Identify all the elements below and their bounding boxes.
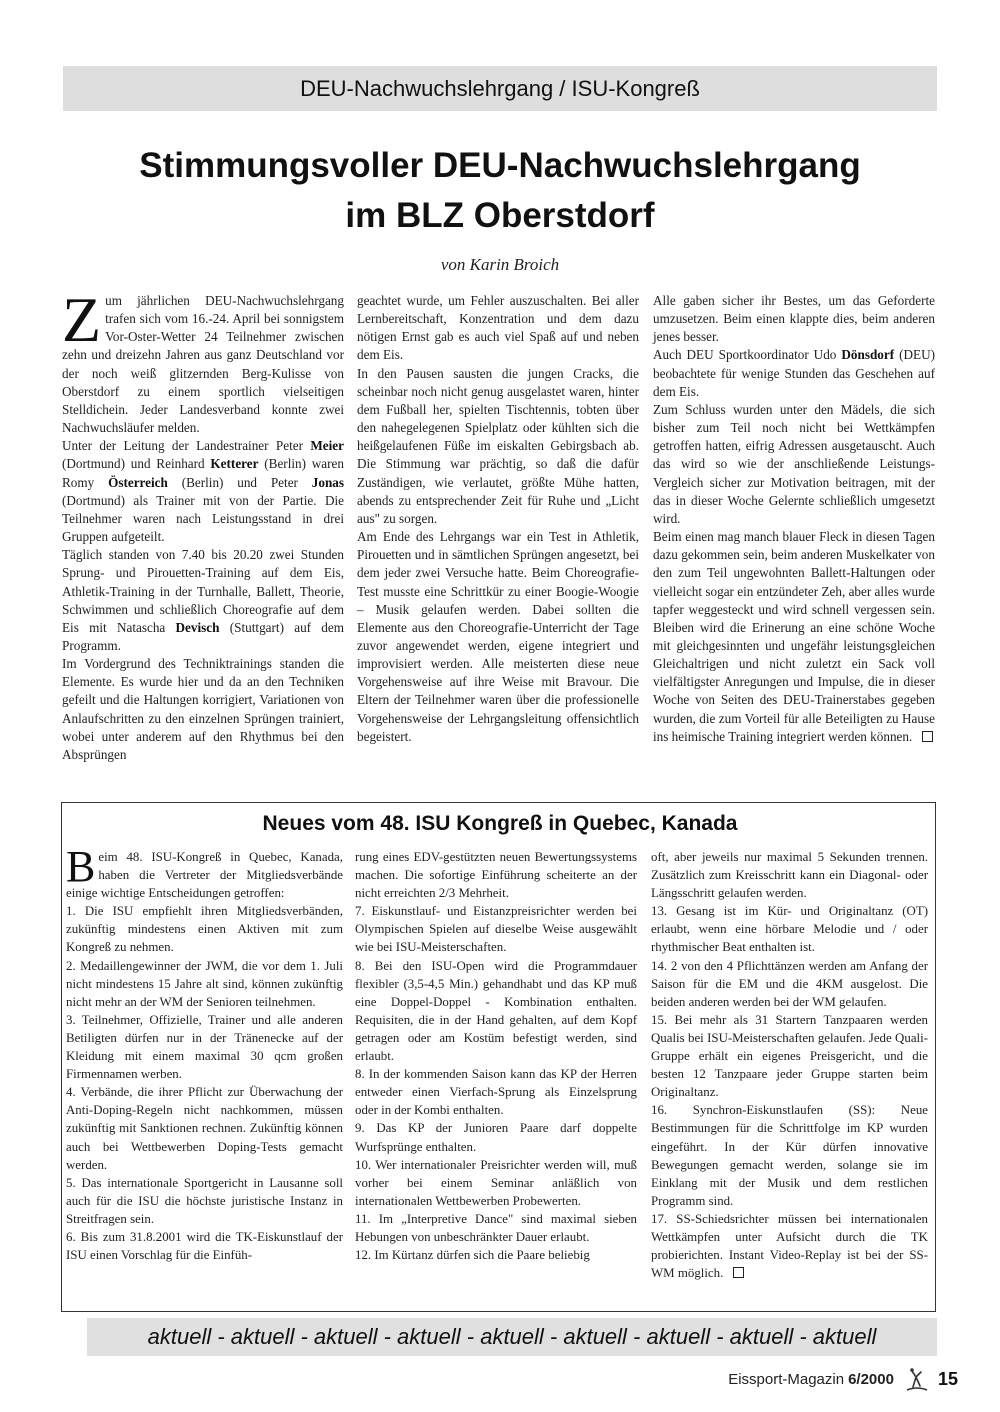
list-item: 11. Im „Interpretive Dance" sind maximal sieben Hebungen von unbeschränkter Dauer erlaubt. bbox=[355, 1211, 637, 1244]
paragraph: Täglich standen von 7.40 bis 20.20 zwei Stunden Sprung- und Pirouetten-Training auf dem Eis, Athletik-Training in der Turnhalle, Ballett, Theorie, Schwimmen und schließlich Choreografie auf dem Eis mit Natascha Devisch (Stuttgart) auf dem Programm. bbox=[62, 547, 345, 653]
list-item: 16. Synchron-Eiskunstlaufen (SS): Neue Bestimmungen für die Schrittfolge im KP wurden eingeführt. In der Kür dürfen innovative Bewegungen gemacht werden, solange sie im Einklang mit der Musik und dem restlichen Programm sind. bbox=[651, 1103, 928, 1208]
paragraph: geachtet wurde, um Fehler auszuschalten. Bei aller Lernbereitschaft, Konzentration und dem dazu nötigen Ernst gab es auch viel Spaß auf und neben dem Eis. bbox=[357, 293, 639, 363]
headline-line-1: Stimmungsvoller DEU-Nachwuchslehrgang bbox=[139, 146, 861, 185]
paragraph: Auch DEU Sportkoordinator Udo Dönsdorf (DEU) beobachtete für wenige Stunden das Geschehen auf dem Eis. bbox=[653, 347, 935, 399]
aktuell-banner bbox=[87, 1318, 937, 1356]
list-item: 7. Eiskunstlauf- und Eistanzpreisrichter werden bei Olympischen Spielen auf dieselbe Weise ausgewählt wie bei ISU-Meisterschaften. bbox=[355, 904, 637, 955]
list-item: 3. Teilnehmer, Offizielle, Trainer und alle anderen Betiligten dürfen nur in der Tränenecke auf der Kleidung mit einem maximal 30 qcm großen Firmennamen werben. bbox=[66, 1012, 343, 1082]
trainer-name: Ketterer bbox=[210, 456, 259, 472]
list-item: 12. Im Kürtanz dürfen sich die Paare beliebig bbox=[355, 1248, 590, 1263]
paragraph: Im Vordergrund des Techniktrainings standen die Elemente. Es wurde hier und da an den Techniken gefeilt und die Haltungen korrigiert, Variationen von Anlaufschritten zu den einzelnen Sprüngen trainiert, wobei unter anderem auf den Rhythmus bei den Absprüngen bbox=[62, 656, 344, 762]
paragraph: Unter der Leitung der Landestrainer Peter Meier (Dortmund) und Reinhard Ketterer (Berlin) waren Romy Österreich (Berlin) und Peter Jonas (Dortmund) als Trainer mit von der Partie. Die Teilnehmer waren nach Leistungsstand in drei Gruppen aufgeteilt. bbox=[62, 438, 344, 545]
article-headline bbox=[40, 141, 960, 241]
box-column-1 bbox=[66, 842, 343, 1264]
list-item: 5. Das internationale Sportgericht in Lausanne soll auch für die ISU die höchste juristische Instanz in Streitfragen sein. bbox=[66, 1175, 343, 1226]
page-number: 15 bbox=[937, 1368, 958, 1389]
box-title: Neues vom 48. ISU Kongreß in Quebec, Kanada bbox=[262, 812, 738, 835]
paragraph: Alle gaben sicher ihr Bestes, um das Geforderte umzusetzen. Beim einen klappte dies, beim anderen jenes besser. bbox=[653, 293, 935, 345]
drop-cap: Z bbox=[62, 284, 102, 355]
list-item: 9. Das KP der Junioren Paare darf doppelte Wurfsprünge enthalten. bbox=[355, 1121, 637, 1154]
section-header-bar bbox=[63, 66, 937, 111]
list-item: 8. In der kommenden Saison kann das KP der Herren entweder einen Vierfach-Sprung als Einzelsprung oder in der Kombi enthalten. bbox=[355, 1067, 637, 1118]
end-mark-icon bbox=[922, 731, 933, 742]
list-item: 13. Gesang ist im Kür- und Originaltanz (OT) erlaubt, wenn eine hörbare Melodie und / oder rhythmischer Beat enthalten ist. bbox=[651, 904, 928, 955]
paragraph: Zum jährlichen DEU-Nachwuchslehrgang trafen sich vom 16.-24. April bei sonnigstem Vor-Oster-Wetter 24 Teilnehmer zwischen zehn und dreizehn Jahren aus ganz Deutschland vor der noch weiß glitzernden Berg-Kulisse von Oberstdorf zu einem sportlich vielseitigen Stelldichein. Jeder Landesverband konnte zwei Nachwuchsläufer melden. bbox=[62, 284, 344, 436]
list-item: 2. Medaillengewinner der JWM, die vor dem 1. Juli nicht mindestens 15 Jahre alt sind, können zukünftig nicht mehr an der WM der Senioren teilnehmen. bbox=[66, 958, 343, 1009]
trainer-name: Jonas bbox=[311, 474, 344, 490]
end-mark-icon bbox=[733, 1267, 744, 1278]
paragraph: Beim einen mag manch blauer Fleck in diesen Tagen dazu gekommen sein, beim anderen Muskelkater von den zum Teil ungewohnten Ballett-Haltungen oder vielleicht sogar ein entzündeter Zeh, aber alles wurde tapfer weggesteckt und wird schnell vergessen sein. Bleiben wird die Erinerung an eine schöne Woche mit gleichgesinnten und ungefähr leistungsgleichen Gleichaltrigen und nicht zuletzt ein Sack voll vielfältigster Anregungen und Impulse, die in dieser Woche von Seiten des DEU-Trainerstabes gegeben wurden, die zum Vorteil für alle Beteiligten zu Hause ins heimische Training integriert werden können. bbox=[653, 529, 935, 744]
list-item: 14. 2 von den 4 Pflichttänzen werden am Anfang der Saison für die EM und die 4KM ausgelost. Die beiden anderen werden bei der WM gelaufen. bbox=[651, 958, 928, 1009]
magazine-name: Eissport-Magazin bbox=[728, 1370, 845, 1388]
paragraph: In den Pausen sausten die jungen Cracks, die scheinbar noch nicht genug ausgelastet waren, hinter dem Fußball her, spielten Tischtennis, tobten über den nahegelegenen Spielplatz oder kühlten sich die heißgelaufenen Füße im eiskalten Gebirgsbach ab. Die Stimmung war prächtig, so daß die dafür Zuständigen, wie verlautet, größte Mühe hatten, abends zu entsprechender Zeit für Ruhe und „Licht aus" zu sorgen. bbox=[357, 365, 639, 526]
article-column-2 bbox=[357, 292, 639, 746]
drop-cap: B bbox=[66, 842, 96, 891]
list-item: 4. Verbände, die ihrer Pflicht zur Überwachung der Anti-Doping-Regeln nicht nachkommen, müssen zukünftig mit Sanktionen rechnen. Zukünftig können auch bei Wettbewerben Doping-Tests gemacht werden. bbox=[66, 1085, 343, 1172]
list-item: rung eines EDV-gestützten neuen Bewertungssystems machen. Die sofortige Einführung scheiterte an der nicht erreichten 2/3 Mehrheit. bbox=[355, 850, 637, 901]
person-name: Dönsdorf bbox=[841, 347, 895, 363]
list-item: 15. Bei mehr als 31 Startern Tanzpaaren werden Qualis bei ISU-Meisterschaften gelaufen. Jede Quali-Gruppe erhält ein eigenes Preisgericht, und die besten 12 Tanzpaare jeder Gruppe starten beim Originaltanz. bbox=[651, 1012, 928, 1100]
box-column-2 bbox=[355, 848, 637, 1264]
list-item: Beim 48. ISU-Kongreß in Quebec, Kanada, haben die Vertreter der Mitgliedsverbände einige wichtige Entscheidungen getroffen: bbox=[66, 842, 343, 901]
headline-line-2: im BLZ Oberstdorf bbox=[345, 196, 655, 235]
trainer-name: Devisch bbox=[175, 619, 220, 635]
list-item: oft, aber jeweils nur maximal 5 Sekunden trennen. Zusätzlich zum Kreisschritt kann ein Diagonal- oder Längsschritt gelaufen werden. bbox=[651, 850, 928, 901]
byline: von Karin Broich bbox=[440, 255, 560, 274]
list-item: 10. Wer internationaler Preisrichter werden will, muß vorher bei einem Seminar anläßlich von internationalen Wettbewerben Probewerten. bbox=[355, 1157, 637, 1208]
list-item: 17. SS-Schiedsrichter müssen bei internationalen Wettkämpfen unter Aufsicht durch die TK probierichten. Instant Video-Replay ist bei der SS-WM möglich. bbox=[651, 1211, 928, 1281]
paragraph: Am Ende des Lehrgangs war ein Test in Athletik, Pirouetten und in sämtlichen Sprüngen angesetzt, bei dem jeder zwei Versuche hatte. Beim Choreografie-Test musste eine Schrittkür zu einer Boogie-Woogie – Musik gelaufen werden. Dabei sollten die Elemente aus den Choreografie-Unterricht der Tage zuvor angewendet werden, eigene integriert und improvisiert werden. Alle meisterten diese neue Vorgehensweise auf ihre Weise mit Bravour. Die Eltern der Teilnehmer waren über die professionelle Vorgehensweise der Lehrgangsleitung offensichtlich begeistert. bbox=[357, 529, 639, 744]
article-column-1 bbox=[62, 284, 345, 764]
list-item: 8. Bei den ISU-Open wird die Programmdauer flexibler (3,5-4,5 Min.) gehandhabt und das KP muß eine Doppel-Doppel - Kombination enthalten. Requisiten, die in der Hand gehalten, auf dem Kopf getragen oder am Kostüm befestigt werden, sind erlaubt. bbox=[355, 958, 637, 1064]
page-footer bbox=[728, 1366, 958, 1392]
section-title: DEU-Nachwuchslehrgang / ISU-Kongreß bbox=[300, 75, 700, 101]
article-column-3 bbox=[653, 292, 935, 746]
trainer-name: Meier bbox=[310, 438, 344, 454]
banner-text: aktuell - aktuell - aktuell - aktuell - aktuell - aktuell - aktuell - aktuell - aktuell bbox=[147, 1324, 877, 1349]
trainer-name: Österreich bbox=[108, 474, 168, 490]
issue-number: 6/2000 bbox=[848, 1370, 894, 1388]
list-item: 6. Bis zum 31.8.2001 wird die TK-Eiskunstlauf der ISU einen Vorschlag für die Einfüh- bbox=[66, 1229, 343, 1263]
box-column-3 bbox=[651, 848, 928, 1282]
list-item: 1. Die ISU empfiehlt ihren Mitgliedsverbänden, zukünftig mindestens einen Aktiven mit zum Kongreß zu nehmen. bbox=[66, 904, 343, 955]
paragraph: Zum Schluss wurden unter den Mädels, die sich bisher zum Teil noch nicht bei Wettkämpfen getroffen hatten, eifrig Adressen ausgetauscht. Auch das wird so wie der anschließende Leistungs-Vergleich sicher zur Motivation beitragen, mit der das in dieser Woche Gelernte schließlich umgesetzt wird. bbox=[653, 401, 935, 526]
skater-logo-icon bbox=[904, 1366, 930, 1392]
